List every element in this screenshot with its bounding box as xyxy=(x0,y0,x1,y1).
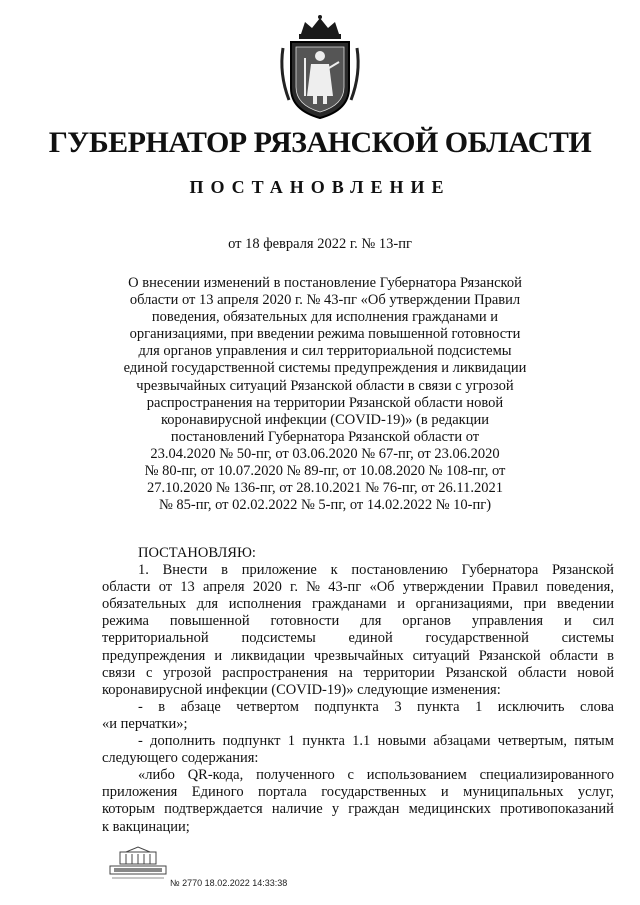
document-title: ГУБЕРНАТОР РЯЗАНСКОЙ ОБЛАСТИ xyxy=(48,126,592,159)
heading-line: № 80-пг, от 10.07.2020 № 89-пг, от 10.08.2020 № 108-пг, от xyxy=(144,463,506,480)
body-line: - в абзаце четвертом подпункта 3 пункта 1 исключить слова xyxy=(138,698,614,715)
body-line: режима повышенной готовности для органов управления и сил xyxy=(102,613,614,630)
registration-note: № 2770 18.02.2022 14:33:38 xyxy=(170,878,288,888)
body-line: к вакцинации; xyxy=(102,818,190,835)
document-heading xyxy=(102,275,548,514)
body-line: предупреждения и ликвидации чрезвычайных ситуаций Рязанской области в xyxy=(102,647,614,664)
resolution-word: ПОСТАНОВЛЯЮ: xyxy=(138,545,256,561)
paragraph-1 xyxy=(102,562,614,699)
ryazan-coat-of-arms-icon xyxy=(277,14,363,122)
heading-line: чрезвычайных ситуаций Рязанской области в связи с угрозой xyxy=(136,377,514,394)
paragraph-2 xyxy=(102,699,614,733)
body-line: следующего содержания: xyxy=(102,750,259,767)
body-line: которым подтверждается наличие у граждан медицинских противопоказаний xyxy=(102,801,614,818)
document-type: ПОСТАНОВЛЕНИЕ xyxy=(189,177,451,197)
heading-line: постановлений Губернатора Рязанской области от xyxy=(170,428,480,445)
office-building-stamp-icon xyxy=(106,846,170,886)
body-line: связи с угрозой распространения на территории Рязанской области новой xyxy=(102,664,614,681)
heading-line: организациями, при введении режима повышенной готовности xyxy=(129,326,521,343)
heading-line: распространения на территории Рязанской области новой xyxy=(146,394,504,411)
heading-line: поведения, обязательных для исполнения гражданами и xyxy=(151,309,499,326)
document-date-number: от 18 февраля 2022 г. № 13-пг xyxy=(228,236,412,252)
body-line: «либо QR-кода, полученного с использованием специализированного xyxy=(138,767,614,784)
heading-line: области от 13 апреля 2020 г. № 43-пг «Об утверждении Правил xyxy=(129,292,521,309)
heading-line: № 85-пг, от 02.02.2022 № 5-пг, от 14.02.2022 № 10-пг) xyxy=(158,497,492,514)
heading-line: 23.04.2020 № 50-пг, от 03.06.2020 № 67-пг, от 23.06.2020 xyxy=(150,445,500,462)
body-line: области от 13 апреля 2020 г. № 43-пг «Об утверждении Правил поведения, xyxy=(102,579,614,596)
heading-line: единой государственной системы предупреждения и ликвидации xyxy=(123,360,527,377)
body-line: территориальной подсистемы единой государственной системы xyxy=(102,630,614,647)
body-line: приложения Единого портала государственных и муниципальных услуг, xyxy=(102,784,614,801)
body-line: коронавирусной инфекции (COVID-19)» следующие изменения: xyxy=(102,681,501,698)
heading-line: коронавирусной инфекции (COVID-19)» (в редакции xyxy=(160,411,489,428)
paragraph-3 xyxy=(102,733,614,767)
document-body xyxy=(102,545,614,836)
heading-line: О внесении изменений в постановление Губернатора Рязанской xyxy=(128,275,522,291)
heading-line: 27.10.2020 № 136-пг, от 28.10.2021 № 76-пг, от 26.11.2021 xyxy=(147,480,503,497)
paragraph-4 xyxy=(102,767,614,835)
body-line: - дополнить подпункт 1 пункта 1.1 новыми абзацами четвертым, пятым xyxy=(138,733,614,750)
body-line: «и перчатки»; xyxy=(102,715,188,732)
heading-line: для органов управления и сил территориальной подсистемы xyxy=(138,343,512,360)
body-line: обязательных для исполнения гражданами и организациями, при введении xyxy=(102,596,614,613)
body-line: 1. Внести в приложение к постановлению Губернатора Рязанской xyxy=(138,562,614,579)
